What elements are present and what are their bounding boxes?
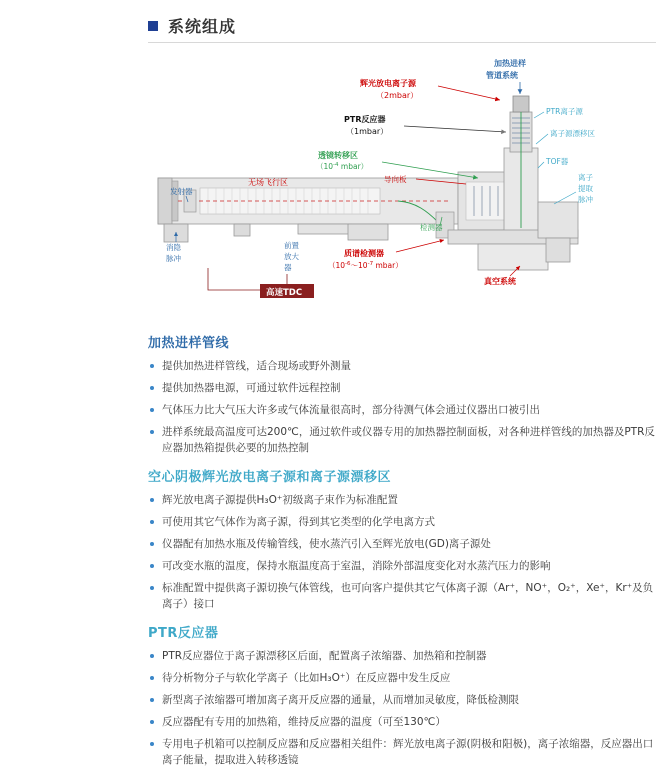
label-mass-detector: 质谱检测器: [344, 249, 384, 258]
svg-text:脉冲: 脉冲: [578, 195, 593, 204]
svg-text:（10-4 mbar）: （$10^{-4}$ mbar）: [316, 162, 369, 171]
label-glow-source: 辉光放电离子源: [360, 79, 416, 88]
label-blanking-pulse: 消隐: [166, 243, 181, 252]
content-sections: [148, 322, 658, 774]
header-divider: [148, 42, 656, 43]
list-item: 标准配置中提供离子源切换气体管线，也可向客户提供其它气体离子源（Ar⁺，NO⁺，O₂⁺，Xe⁺，Kr⁺及负离子）接口: [148, 580, 658, 612]
bullet-list-ptr-reactor: [148, 648, 658, 768]
label-tof: TOF器: [546, 157, 569, 166]
svg-text:放大: 放大: [284, 252, 299, 261]
label-vacuum: 真空系统: [484, 277, 516, 286]
svg-text:器: 器: [284, 263, 292, 272]
section-header: [148, 14, 236, 37]
list-item: 待分析物分子与软化学离子（比如H₃O⁺）在反应器中发生反应: [148, 670, 658, 686]
instrument-diagram: [148, 52, 656, 320]
header-bullet-icon: [148, 21, 158, 31]
section-title-glow-discharge: 空心阴极辉光放电离子源和离子源漂移区: [148, 470, 392, 485]
label-high-speed-tdc: 高速TDC: [266, 288, 303, 298]
svg-text:（10-6～10-7 mbar）: （$10^{-6}\sim 10^{-7}$ mbar）: [328, 261, 403, 270]
list-item: 提供加热器电源，可通过软件远程控制: [148, 380, 658, 396]
svg-text:管道系统: 管道系统: [486, 71, 518, 80]
list-item: 进样系统最高温度可达200℃，通过软件或仪器专用的加热器控制面板，对各种进样管线的加热器及PTR反应器加热箱提供必要的加热控制: [148, 424, 658, 456]
svg-text:（1mbar）: （1mbar）: [346, 127, 389, 136]
list-item: 提供加热进样管线，适合现场或野外测量: [148, 358, 658, 374]
label-ptr-reactor: PTR反应器: [344, 115, 386, 124]
svg-text:（2mbar）: （2mbar）: [376, 91, 419, 100]
label-field-free: 无场飞行区: [248, 178, 288, 187]
label-guide-plate: 导向板: [384, 175, 407, 184]
svg-text:提取: 提取: [578, 184, 593, 193]
section-ptr-reactor: [148, 622, 658, 768]
list-item: 气体压力比大气压大许多或气体流量很高时，部分待测气体会通过仪器出口被引出: [148, 402, 658, 418]
label-preamp: 前置: [284, 241, 299, 250]
list-item: 辉光放电离子源提供H₃O⁺初级离子束作为标准配置: [148, 492, 658, 508]
page-title: 系统组成: [168, 17, 237, 36]
list-item: 可使用其它气体作为离子源，得到其它类型的化学电离方式: [148, 514, 658, 530]
label-detector: 检测器: [420, 223, 443, 232]
list-item: PTR反应器位于离子源漂移区后面，配置离子浓缩器、加热箱和控制器: [148, 648, 658, 664]
section-glow-discharge: [148, 466, 658, 612]
list-item: 新型离子浓缩器可增加离子离开反应器的通量，从而增加灵敏度，降低检测限: [148, 692, 658, 708]
list-item: 仪器配有加热水瓶及传输管线，使水蒸汽引入至辉光放电(GD)离子源处: [148, 536, 658, 552]
label-heated-inlet: 加热进样: [494, 59, 526, 68]
label-ion-extract: 离子: [578, 173, 593, 182]
list-item: 可改变水瓶的温度，保持水瓶温度高于室温，消除外部温度变化对水蒸汽压力的影响: [148, 558, 658, 574]
label-ion-source-drift: 离子源漂移区: [550, 129, 595, 138]
list-item: 反应器配有专用的加热箱，维持反应器的温度（可至130℃）: [148, 714, 658, 730]
section-title-ptr-reactor: PTR反应器: [148, 626, 219, 641]
list-item: 专用电子机箱可以控制反应器和反应器相关组件：辉光放电离子源(阴极和阳极)，离子浓缩器，反应器出口离子能量，提取进入转移透镜: [148, 736, 658, 768]
label-emitter: 发射器: [170, 187, 193, 196]
label-lens-transfer: 透镜转移区: [318, 151, 358, 160]
svg-text:脉冲: 脉冲: [166, 254, 181, 263]
section-title-heated-inlet: 加热进样管线: [148, 336, 230, 351]
bullet-list-glow-discharge: [148, 492, 658, 612]
section-heated-inlet: [148, 332, 658, 456]
bullet-list-heated-inlet: [148, 358, 658, 456]
label-ptr-ion-source: PTR离子源: [546, 107, 583, 116]
